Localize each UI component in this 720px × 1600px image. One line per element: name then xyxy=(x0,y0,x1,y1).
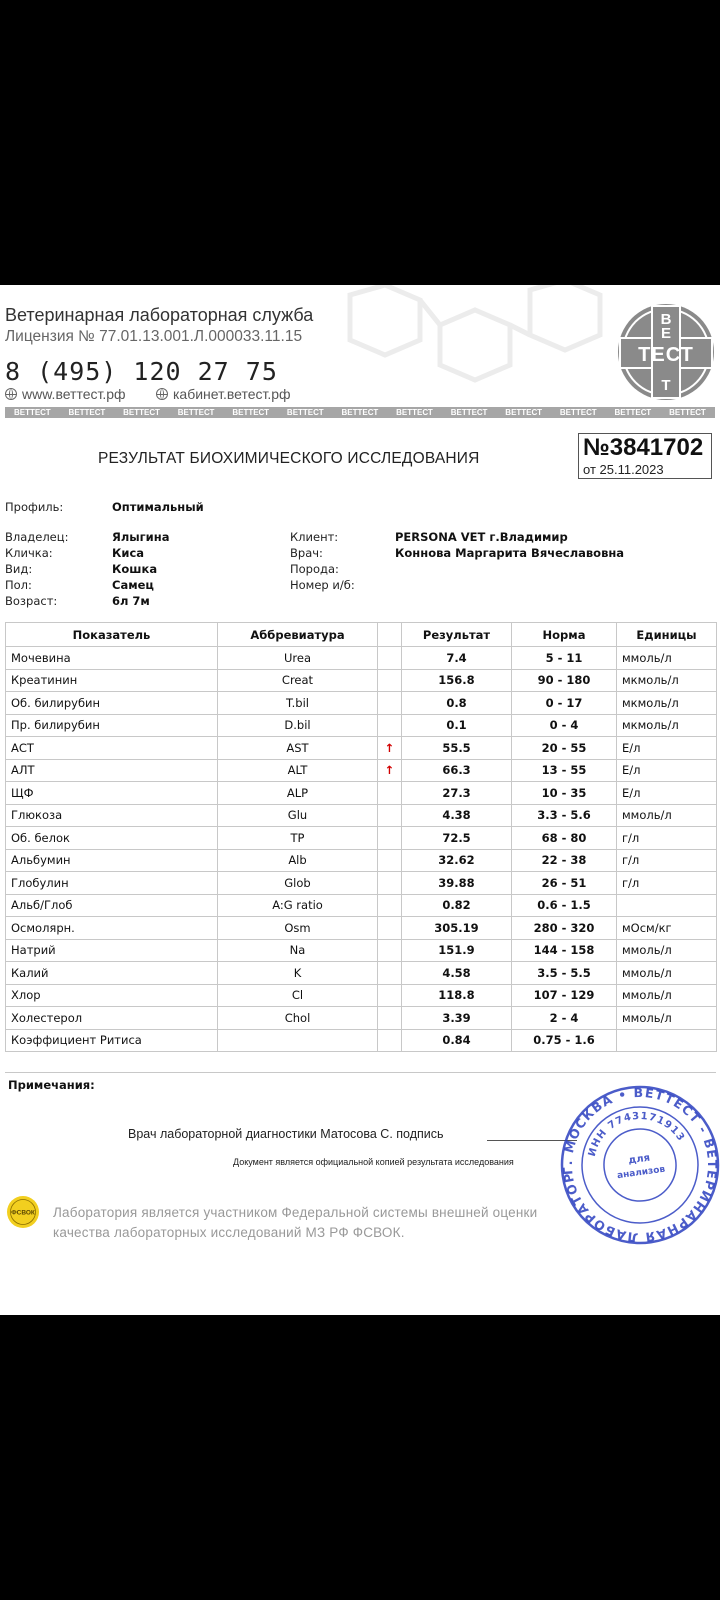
unit: Е/л xyxy=(617,782,717,805)
unit: ммоль/л xyxy=(617,939,717,962)
flag-arrow-icon xyxy=(378,669,402,692)
notes-label: Примечания: xyxy=(8,1078,95,1092)
indicator-name: Глюкоза xyxy=(6,804,218,827)
unit: Е/л xyxy=(617,737,717,760)
result-value: 72.5 xyxy=(402,827,512,850)
indicator-name: Коэффициент Ритиса xyxy=(6,1029,218,1052)
flag-arrow-icon xyxy=(378,894,402,917)
abbreviation: Urea xyxy=(218,647,378,670)
abbreviation: A:G ratio xyxy=(218,894,378,917)
indicator-name: Хлор xyxy=(6,984,218,1007)
nickname-label: Кличка: xyxy=(5,546,53,560)
table-header-row xyxy=(6,623,717,647)
norm-range: 13 - 55 xyxy=(512,759,617,782)
lab-report-page xyxy=(0,285,720,1315)
unit: мкмоль/л xyxy=(617,669,717,692)
norm-range: 22 - 38 xyxy=(512,849,617,872)
website-text: www.веттест.рф xyxy=(22,386,126,402)
result-value: 55.5 xyxy=(402,737,512,760)
website-link[interactable] xyxy=(5,386,126,402)
flag-arrow-icon xyxy=(378,962,402,985)
document-number-box xyxy=(578,433,712,479)
brand-strip-word: ВЕТТЕСТ xyxy=(232,408,270,417)
unit: г/л xyxy=(617,827,717,850)
unit: ммоль/л xyxy=(617,647,717,670)
client-value: PERSONA VET г.Владимир xyxy=(395,530,568,544)
table-row xyxy=(6,962,717,985)
norm-range: 0 - 17 xyxy=(512,692,617,715)
chip-label: Номер и/б: xyxy=(290,578,355,592)
unit xyxy=(617,894,717,917)
table-row xyxy=(6,647,717,670)
abbreviation: Alb xyxy=(218,849,378,872)
svg-text:ИНН 7743171913: ИНН 7743171913 xyxy=(586,1110,687,1158)
owner-label: Владелец: xyxy=(5,530,69,544)
table-row xyxy=(6,1029,717,1052)
phone-number: 8 (495) 120 27 75 xyxy=(5,357,278,386)
flag-arrow-icon xyxy=(378,692,402,715)
notes-divider xyxy=(5,1072,716,1073)
result-value: 151.9 xyxy=(402,939,512,962)
fsvok-statement: Лаборатория является участником Федеральной системы внешней оценки качества лабораторных исследований МЗ РФ ФСВОК. xyxy=(53,1205,538,1240)
svg-text:ФСВОК: ФСВОК xyxy=(11,1209,35,1217)
profile-value: Оптимальный xyxy=(112,500,204,514)
flag-arrow-icon xyxy=(378,917,402,940)
indicator-name: Холестерол xyxy=(6,1007,218,1030)
age-value: 6л 7м xyxy=(112,594,150,608)
header-abbreviation: Аббревиатура xyxy=(218,623,378,647)
indicator-name: Об. белок xyxy=(6,827,218,850)
species-label: Вид: xyxy=(5,562,33,576)
cabinet-text: кабинет.ветест.рф xyxy=(173,386,291,402)
unit: ммоль/л xyxy=(617,1007,717,1030)
norm-range: 10 - 35 xyxy=(512,782,617,805)
flag-arrow-icon xyxy=(378,872,402,895)
abbreviation: Chol xyxy=(218,1007,378,1030)
flag-arrow-icon xyxy=(378,939,402,962)
breed-label: Порода: xyxy=(290,562,339,576)
official-copy-note: Документ является официальной копией результата исследования xyxy=(233,1157,514,1167)
unit: г/л xyxy=(617,849,717,872)
result-value: 305.19 xyxy=(402,917,512,940)
result-value: 27.3 xyxy=(402,782,512,805)
table-row xyxy=(6,692,717,715)
norm-range: 3.3 - 5.6 xyxy=(512,804,617,827)
globe-icon xyxy=(156,388,168,400)
svg-text:Г. МОСКВА • ВЕТТЕСТ - ВЕТЕРИНА: Г. МОСКВА • ВЕТТЕСТ - ВЕТЕРИНАРНАЯ ЛАБОРАТОРИЯ xyxy=(559,1085,720,1245)
table-row xyxy=(6,1007,717,1030)
age-label: Возраст: xyxy=(5,594,58,608)
norm-range: 90 - 180 xyxy=(512,669,617,692)
header-flag xyxy=(378,623,402,647)
abbreviation: TP xyxy=(218,827,378,850)
license-number: Лицензия № 77.01.13.001.Л.000033.11.15 xyxy=(5,328,303,345)
indicator-name: Альбумин xyxy=(6,849,218,872)
document-number: №3841702 xyxy=(583,434,704,461)
norm-range: 144 - 158 xyxy=(512,939,617,962)
abbreviation: ALT xyxy=(218,759,378,782)
abbreviation: Na xyxy=(218,939,378,962)
indicator-name: АЛТ xyxy=(6,759,218,782)
brand-strip-word: ВЕТТЕСТ xyxy=(505,408,542,417)
unit: ммоль/л xyxy=(617,804,717,827)
result-value: 0.8 xyxy=(402,692,512,715)
unit: мкмоль/л xyxy=(617,714,717,737)
table-row xyxy=(6,759,717,782)
result-value: 66.3 xyxy=(402,759,512,782)
table-row xyxy=(6,804,717,827)
result-value: 39.88 xyxy=(402,872,512,895)
svg-text:Е: Е xyxy=(660,325,672,342)
flag-arrow-icon xyxy=(378,647,402,670)
indicator-name: Глобулин xyxy=(6,872,218,895)
hexagon-pattern xyxy=(330,285,620,395)
result-value: 7.4 xyxy=(402,647,512,670)
flag-arrow-icon xyxy=(378,849,402,872)
document-title: РЕЗУЛЬТАТ БИОХИМИЧЕСКОГО ИССЛЕДОВАНИЯ xyxy=(98,450,480,467)
sex-value: Самец xyxy=(112,578,154,592)
abbreviation: K xyxy=(218,962,378,985)
sex-label: Пол: xyxy=(5,578,32,592)
brand-strip-word: ВЕТТЕСТ xyxy=(13,408,51,417)
flag-arrow-icon: ↑ xyxy=(378,759,402,782)
profile-label: Профиль: xyxy=(5,500,64,514)
indicator-name: Натрий xyxy=(6,939,218,962)
norm-range: 5 - 11 xyxy=(512,647,617,670)
document-date: от 25.11.2023 xyxy=(583,462,664,477)
indicator-name: Об. билирубин xyxy=(6,692,218,715)
header-norm: Норма xyxy=(512,623,617,647)
doctor-value: Коннова Маргарита Вячеславовна xyxy=(395,546,625,560)
table-row xyxy=(6,939,717,962)
svg-text:Т: Т xyxy=(661,377,671,394)
abbreviation: T.bil xyxy=(218,692,378,715)
brand-strip-word: ВЕТТЕСТ xyxy=(286,408,324,417)
cabinet-link[interactable] xyxy=(156,386,291,402)
indicator-name: Креатинин xyxy=(6,669,218,692)
abbreviation: D.bil xyxy=(218,714,378,737)
result-value: 32.62 xyxy=(402,849,512,872)
svg-text:анализов: анализов xyxy=(616,1164,666,1182)
brand-strip-word: ВЕТТЕСТ xyxy=(123,408,160,417)
table-row xyxy=(6,714,717,737)
abbreviation: Cl xyxy=(218,984,378,1007)
indicator-name: Мочевина xyxy=(6,647,218,670)
brand-strip-word: ВЕТТЕСТ xyxy=(450,408,488,417)
globe-icon xyxy=(5,388,17,400)
unit: ммоль/л xyxy=(617,984,717,1007)
norm-range: 280 - 320 xyxy=(512,917,617,940)
abbreviation: Creat xyxy=(218,669,378,692)
table-row xyxy=(6,669,717,692)
abbreviation: Glu xyxy=(218,804,378,827)
table-row xyxy=(6,737,717,760)
table-row xyxy=(6,917,717,940)
norm-range: 68 - 80 xyxy=(512,827,617,850)
table-row xyxy=(6,849,717,872)
brand-strip-word: ВЕТТЕСТ xyxy=(559,408,597,417)
indicator-name: ЩФ xyxy=(6,782,218,805)
flag-arrow-icon xyxy=(378,714,402,737)
unit: мкмоль/л xyxy=(617,692,717,715)
lab-name: Ветеринарная лабораторная служба xyxy=(5,305,314,325)
indicator-name: Альб/Глоб xyxy=(6,894,218,917)
flag-arrow-icon xyxy=(378,804,402,827)
header-units: Единицы xyxy=(617,623,717,647)
abbreviation: AST xyxy=(218,737,378,760)
result-value: 118.8 xyxy=(402,984,512,1007)
norm-range: 0.75 - 1.6 xyxy=(512,1029,617,1052)
header-result: Результат xyxy=(402,623,512,647)
table-row xyxy=(6,984,717,1007)
unit: мОсм/кг xyxy=(617,917,717,940)
results-table xyxy=(5,622,717,1052)
lab-stamp xyxy=(550,1085,720,1245)
flag-arrow-icon xyxy=(378,984,402,1007)
norm-range: 26 - 51 xyxy=(512,872,617,895)
brand-strip-word: ВЕТТЕСТ xyxy=(68,408,106,417)
norm-range: 107 - 129 xyxy=(512,984,617,1007)
indicator-name: Пр. билирубин xyxy=(6,714,218,737)
brand-strip xyxy=(5,407,715,418)
result-value: 0.1 xyxy=(402,714,512,737)
indicator-name: Осмолярн. xyxy=(6,917,218,940)
flag-arrow-icon xyxy=(378,782,402,805)
result-value: 4.58 xyxy=(402,962,512,985)
svg-text:для: для xyxy=(627,1152,651,1167)
unit: г/л xyxy=(617,872,717,895)
result-value: 156.8 xyxy=(402,669,512,692)
unit: ммоль/л xyxy=(617,962,717,985)
result-value: 4.38 xyxy=(402,804,512,827)
brand-strip-word: ВЕТТЕСТ xyxy=(614,408,652,417)
brand-strip-word: ВЕТТЕСТ xyxy=(669,408,706,417)
table-row xyxy=(6,872,717,895)
signature-text: Врач лабораторной диагностики Матосова С. подпись xyxy=(128,1127,444,1141)
result-value: 0.84 xyxy=(402,1029,512,1052)
indicator-name: Калий xyxy=(6,962,218,985)
brand-strip-word: ВЕТТЕСТ xyxy=(341,408,379,417)
norm-range: 2 - 4 xyxy=(512,1007,617,1030)
flag-arrow-icon xyxy=(378,827,402,850)
svg-text:ТЕСТ: ТЕСТ xyxy=(638,344,694,366)
abbreviation: Osm xyxy=(218,917,378,940)
table-row xyxy=(6,782,717,805)
abbreviation: Glob xyxy=(218,872,378,895)
header-indicator: Показатель xyxy=(6,623,218,647)
brand-strip-word: ВЕТТЕСТ xyxy=(177,408,215,417)
norm-range: 0 - 4 xyxy=(512,714,617,737)
client-label: Клиент: xyxy=(290,530,339,544)
vettest-logo xyxy=(616,302,716,402)
norm-range: 3.5 - 5.5 xyxy=(512,962,617,985)
flag-arrow-icon: ↑ xyxy=(378,737,402,760)
table-row xyxy=(6,894,717,917)
abbreviation: ALP xyxy=(218,782,378,805)
flag-arrow-icon xyxy=(378,1029,402,1052)
species-value: Кошка xyxy=(112,562,158,576)
norm-range: 20 - 55 xyxy=(512,737,617,760)
owner-value: Ялыгина xyxy=(112,530,170,544)
table-row xyxy=(6,827,717,850)
abbreviation xyxy=(218,1029,378,1052)
result-value: 0.82 xyxy=(402,894,512,917)
svg-text:В: В xyxy=(660,311,672,328)
result-value: 3.39 xyxy=(402,1007,512,1030)
norm-range: 0.6 - 1.5 xyxy=(512,894,617,917)
doctor-label: Врач: xyxy=(290,546,323,560)
brand-strip-word: ВЕТТЕСТ xyxy=(396,408,433,417)
flag-arrow-icon xyxy=(378,1007,402,1030)
unit: Е/л xyxy=(617,759,717,782)
unit xyxy=(617,1029,717,1052)
nickname-value: Киса xyxy=(112,546,145,560)
indicator-name: АСТ xyxy=(6,737,218,760)
fsvok-logo xyxy=(6,1195,40,1229)
